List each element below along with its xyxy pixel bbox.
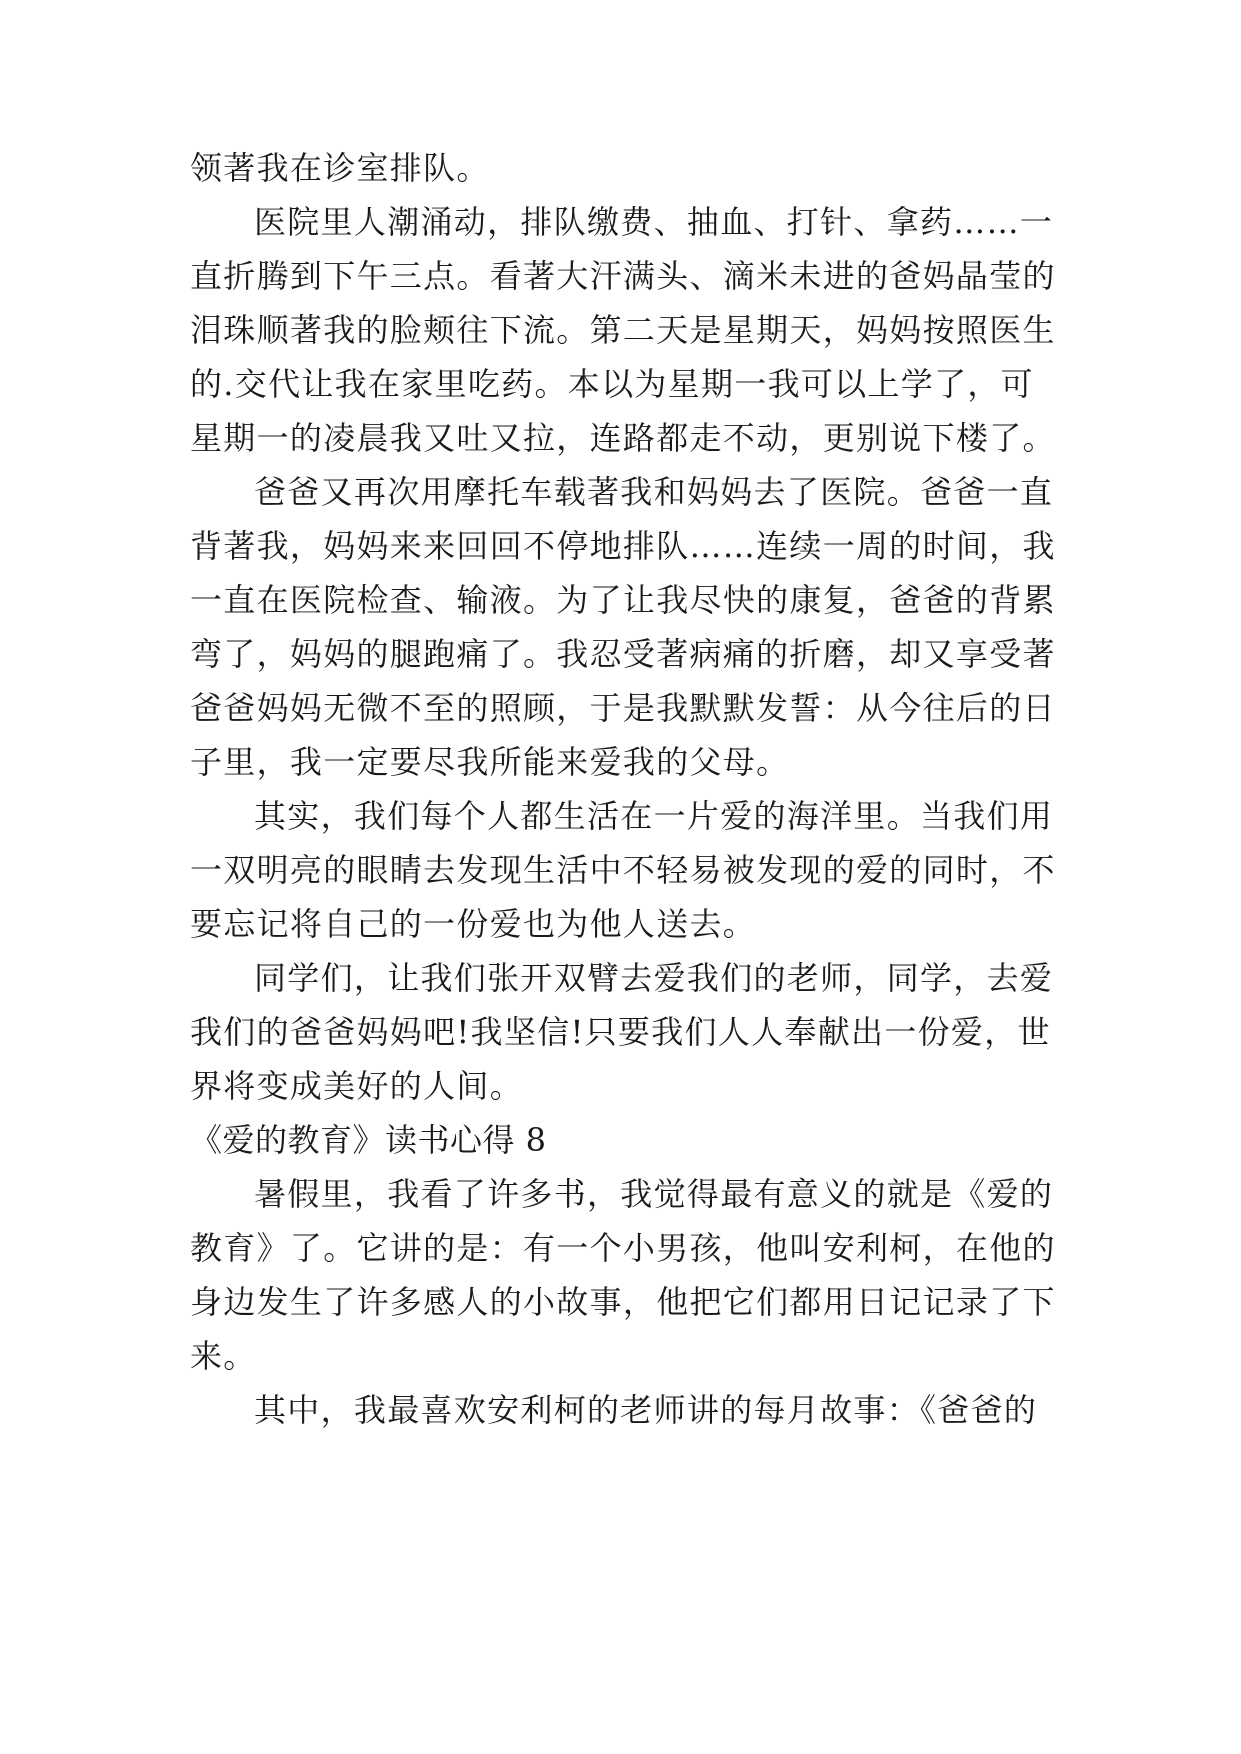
- text-line: 界将变成美好的人间。: [190, 1067, 524, 1105]
- text-line: 要忘记将自己的一份爱也为他人送去。: [190, 905, 757, 943]
- text-line: 一双明亮的眼睛去发现生活中不轻易被发现的爱的同时，不: [190, 851, 1056, 889]
- text-line: 直折腾到下午三点。看著大汗满头、滴米未进的爸妈晶莹的: [190, 257, 1056, 295]
- paragraph-first-line: 其中，我最喜欢安利柯的老师讲的每月故事：《爸爸的: [254, 1391, 1038, 1429]
- paragraph-first-line: 同学们，让我们张开双臂去爱我们的老师，同学，去爱: [254, 959, 1054, 997]
- text-line: 来。: [190, 1337, 257, 1375]
- paragraph-first-line: 其实，我们每个人都生活在一片爱的海洋里。当我们用: [254, 797, 1054, 835]
- text-line: 星期一的凌晨我又吐又拉，连路都走不动，更别说下楼了。: [190, 419, 1056, 457]
- paragraph-first-line: 医院里人潮涌动，排队缴费、抽血、打针、拿药……一: [254, 203, 1054, 241]
- text-line: 子里，我一定要尽我所能来爱我的父母。: [190, 743, 790, 781]
- text-line: 领著我在诊室排队。: [190, 149, 490, 187]
- text-line: 教育》了。它讲的是：有一个小男孩，他叫安利柯，在他的: [190, 1229, 1056, 1267]
- paragraph-first-line: 爸爸又再次用摩托车载著我和妈妈去了医院。爸爸一直: [254, 473, 1054, 511]
- text-line: 弯了，妈妈的腿跑痛了。我忍受著病痛的折磨，却又享受著: [190, 635, 1056, 673]
- text-line: 一直在医院检查、输液。为了让我尽快的康复，爸爸的背累: [190, 581, 1056, 619]
- text-line: 泪珠顺著我的脸颊往下流。第二天是星期天，妈妈按照医生: [190, 311, 1056, 349]
- text-line: 我们的爸爸妈妈吧!我坚信!只要我们人人奉献出一份爱，世: [190, 1013, 1051, 1051]
- section-heading: 《爱的教育》读书心得 8: [190, 1121, 547, 1159]
- text-line: 背著我，妈妈来来回回不停地排队……连续一周的时间，我: [190, 527, 1056, 565]
- text-line: 身边发生了许多感人的小故事，他把它们都用日记记录了下: [190, 1283, 1056, 1321]
- text-line: 的.交代让我在家里吃药。本以为星期一我可以上学了，可: [190, 365, 1034, 403]
- paragraph-first-line: 暑假里，我看了许多书，我觉得最有意义的就是《爱的: [254, 1175, 1054, 1213]
- text-line: 爸爸妈妈无微不至的照顾，于是我默默发誓：从今往后的日: [190, 689, 1056, 727]
